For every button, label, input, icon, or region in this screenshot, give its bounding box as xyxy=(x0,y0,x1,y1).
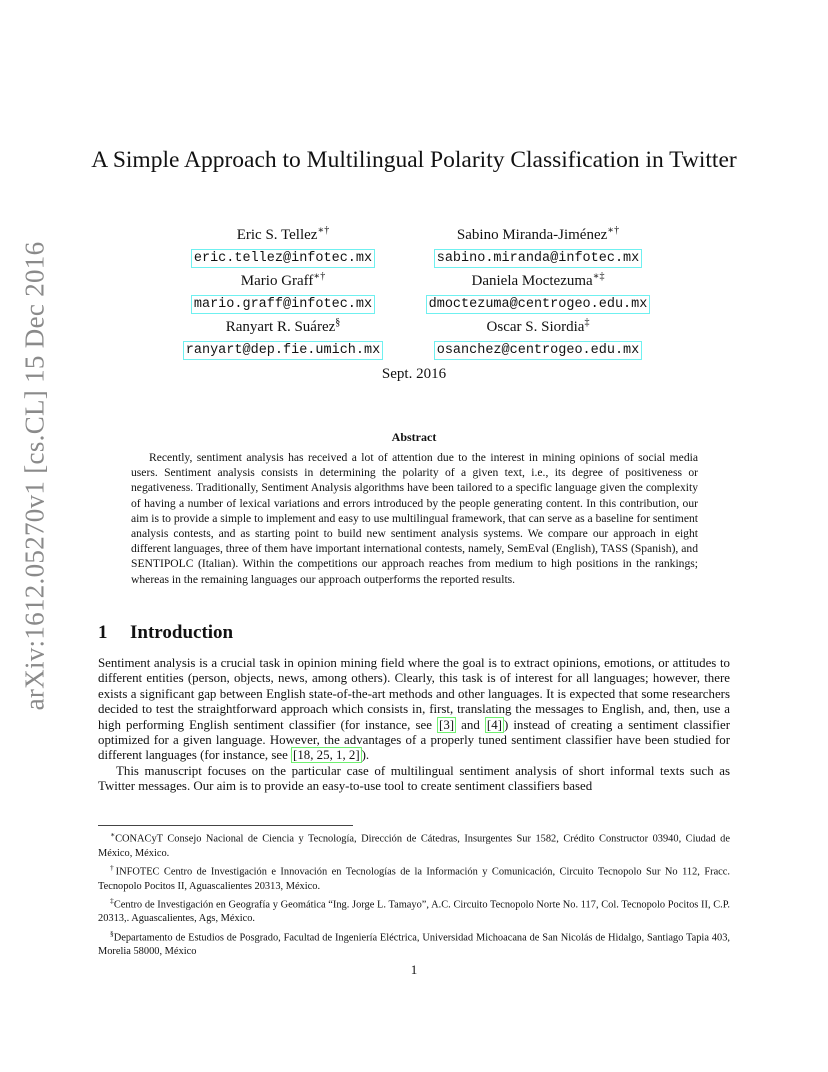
author-name: Ranyart R. Suárez xyxy=(225,319,336,335)
body-text xyxy=(98,656,730,795)
publication-date: Sept. 2016 xyxy=(381,366,447,382)
paragraph-text: ). xyxy=(361,748,370,763)
author-email-link[interactable]: sabino.miranda@infotec.mx xyxy=(434,249,643,268)
author-email-link[interactable]: eric.tellez@infotec.mx xyxy=(191,249,375,268)
footnote-mark: § xyxy=(110,928,114,938)
paragraph-text: and xyxy=(456,717,485,732)
author-block xyxy=(178,268,388,314)
citation-link[interactable]: [3] xyxy=(439,717,455,732)
footnote xyxy=(98,894,730,927)
affiliation-marks: ∗‡ xyxy=(592,271,605,282)
paragraph-text: Sentiment analysis is a crucial task in opinion mining field where the goal is to extract opinions, emotions, or attitudes to different entities (person, objects, news, among others). Clearly, this task is of interest for all languages; however, there exists a significant gap between English state-of-the-art methods and other languages. It is expected that some researchers decided to test the straightforward approach which consists in, first, translating the messages to English, and, then, use a high performing English sentiment classifier (for instance, see xyxy=(98,656,730,732)
footnote-text: CONACyT Consejo Nacional de Ciencia y Tecnología, Dirección de Cátedras, Insurgentes Sur 1582, Crédito Constructor 03940, Ciudad de México, México. xyxy=(98,833,730,859)
footnote-mark: † xyxy=(110,862,116,872)
author-block xyxy=(413,314,663,360)
footnote-divider xyxy=(98,825,353,826)
paragraph-text: ) instead of creating a sentiment classifier optimized for a given language. However, the advantages of a properly tuned sentiment classifier have been studied for different languages (for instance, see xyxy=(98,717,731,763)
affiliation-marks: ∗† xyxy=(313,271,326,282)
section-title: Introduction xyxy=(130,622,234,643)
footnote xyxy=(98,927,730,960)
footnote xyxy=(98,861,730,894)
citation-link[interactable]: [18, 25, 1, 2] xyxy=(293,748,360,763)
author-name: Oscar S. Siordia xyxy=(486,319,585,335)
arxiv-identifier-stamp: arXiv:1612.05270v1 [cs.CL] 15 Dec 2016 xyxy=(19,241,50,711)
author-email-link[interactable]: mario.graff@infotec.mx xyxy=(191,295,375,314)
abstract-text: Recently, sentiment analysis has received a lot of attention due to the interest in mining opinions of social media users. Sentiment analysis consists in determining the polarity of a given text, i.e., its degree of positiveness or negativeness. Traditionally, Sentiment Analysis algorithms have been tailored to a specific language given the complexity of having a number of lexical variations and errors introduced by the people generating content. In this contribution, our aim is to provide a simple to implement and easy to use multilingual framework, that can serve as a baseline for sentiment analysis contests, and as starting point to build new sentiment analysis systems. We compare our approach in eight different languages, three of them have important international contests, namely, SemEval (English), TASS (Spanish), and SENTIPOLC (Italian). Within the competitions our approach reaches from medium to high positions in the rankings; whereas in the remaining languages our approach outperforms the reported results. xyxy=(131,451,698,586)
affiliation-marks: ∗† xyxy=(607,225,620,236)
citation-link[interactable]: [4] xyxy=(486,717,502,732)
author-block xyxy=(418,222,658,268)
author-email-link[interactable]: osanchez@centrogeo.edu.mx xyxy=(434,341,643,360)
author-name: Sabino Miranda-Jiménez xyxy=(456,227,608,243)
author-name: Eric S. Tellez xyxy=(236,227,318,243)
author-email-link[interactable]: ranyart@dep.fie.umich.mx xyxy=(183,341,383,360)
affiliation-marks: § xyxy=(335,317,341,328)
footnote-text: Centro de Investigación en Geografía y Geomática “Ing. Jorge L. Tamayo”, A.C. Circuito Tecnopolo Norte No. 117, Col. Tecnopolo Pocitos II, C.P. 20313,. Aguascalientes, Ags, México. xyxy=(98,899,730,925)
section-heading xyxy=(98,622,233,644)
affiliation-marks: ‡ xyxy=(584,317,590,328)
author-name: Mario Graff xyxy=(240,273,314,289)
footnote-mark: ‡ xyxy=(110,895,114,905)
author-block xyxy=(183,222,383,268)
section-number: 1 xyxy=(98,622,108,643)
author-email-link[interactable]: dmoctezuma@centrogeo.edu.mx xyxy=(426,295,651,314)
footnote-text: Departamento de Estudios de Posgrado, Facultad de Ingeniería Eléctrica, Universidad Michoacana de San Nicolás de Hidalgo, Santiago Tapia 403, Morelia 58000, México xyxy=(98,932,730,958)
footnote-mark: ∗ xyxy=(110,830,116,839)
affiliation-marks: ∗† xyxy=(317,225,330,236)
abstract-heading: Abstract xyxy=(391,430,437,444)
footnotes xyxy=(98,828,730,960)
footnote-text: INFOTEC Centro de Investigación e Innovación en Tecnologías de la Información y Comunicación, Circuito Tecnopolo Sur No 112, Fracc. Tecnopolo Pocitos II, Aguascalientes 20313, México. xyxy=(98,866,730,892)
author-block xyxy=(173,314,393,360)
author-name: Daniela Moctezuma xyxy=(471,273,593,289)
paragraph xyxy=(98,656,730,764)
footnote xyxy=(98,828,730,861)
paragraph: This manuscript focuses on the particular case of multilingual sentiment analysis of short informal texts such as Twitter messages. Our aim is to provide an easy-to-use tool to create sentiment classifiers based xyxy=(98,763,730,794)
author-block xyxy=(408,268,668,314)
page-number: 1 xyxy=(410,962,418,977)
paper-title: A Simple Approach to Multilingual Polarity Classification in Twitter xyxy=(91,147,737,173)
